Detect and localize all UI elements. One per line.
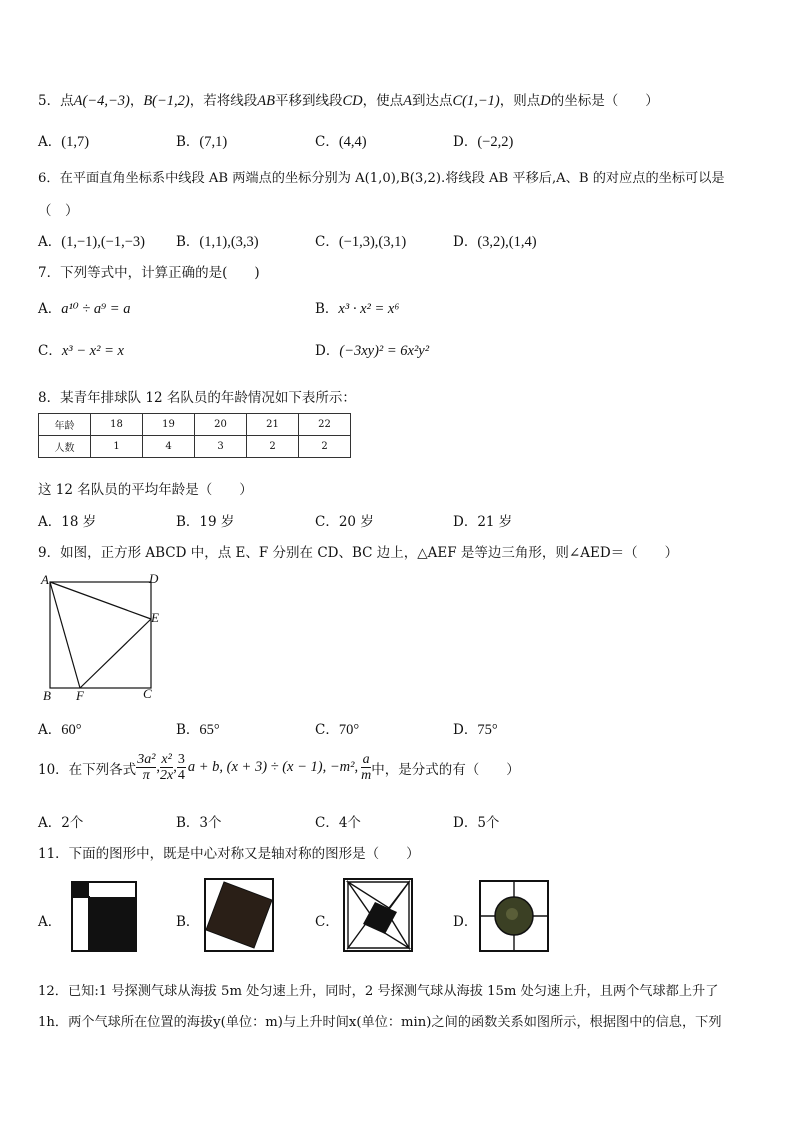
fraction-3: $\frac{3}{4}$: [177, 752, 185, 783]
q5-option-c[interactable]: C．(4,4): [315, 134, 367, 150]
fraction-1: $\frac{\text{3a²}}{\pi}$: [137, 752, 156, 783]
segment-ae: [50, 582, 151, 619]
q7-option-d[interactable]: D．(−3xy)² = 6x²y²: [315, 343, 430, 359]
figure-a[interactable]: [71, 881, 137, 952]
q8-option-c[interactable]: C．20 岁: [315, 514, 374, 530]
q5-stem: 5．点A(−4,−3)，B(−1,2)，若将线段AB平移到线段CD，使点A到达点C(1,−1)，则点D的坐标是（ ）: [38, 93, 659, 109]
q9-option-c[interactable]: C．70°: [315, 722, 360, 738]
q12-line2: 1h．两个气球所在位置的海拔y(单位：m)与上升时间x(单位：min)之间的函数关系如图所示，根据图中的信息，下列: [38, 1015, 722, 1030]
q7-option-b[interactable]: B．x³ · x² = x⁶: [315, 301, 400, 317]
table-row-ages: [39, 414, 351, 436]
q7-stem: 7．下列等式中，计算正确的是( ): [38, 265, 260, 281]
table-cell: 22: [299, 414, 351, 436]
q8-option-d[interactable]: D．21 岁: [453, 514, 513, 530]
table-cell: 4: [143, 436, 195, 458]
q11-option-a-label[interactable]: A．: [38, 914, 62, 930]
q10-option-a[interactable]: A．2个: [38, 815, 84, 831]
q11-option-b-label[interactable]: B．: [176, 914, 200, 930]
vertex-label-d: D: [149, 571, 159, 586]
q7-option-a[interactable]: A．a¹⁰ ÷ a⁹ = a: [38, 301, 131, 317]
q6-option-a[interactable]: A．(1,−1),(−1,−3): [38, 234, 145, 250]
q7-option-c[interactable]: C．x³ − x² = x: [38, 343, 124, 359]
q8-question: 这 12 名队员的平均年龄是（ ）: [38, 482, 253, 498]
table-cell: 19: [143, 414, 195, 436]
table-header-count: 人数: [39, 436, 91, 458]
table-cell: 21: [247, 414, 299, 436]
q6-stem-line1: 6．在平面直角坐标系中线段 AB 两端点的坐标分别为 A(1,0),B(3,2).将线段 AB 平移后,A、B 的对应点的坐标可以是: [38, 171, 725, 186]
q9-option-d[interactable]: D．75°: [453, 722, 498, 738]
table-cell: 20: [195, 414, 247, 436]
q8-stem: 8．某青年排球队 12 名队员的年龄情况如下表所示：: [38, 390, 356, 406]
q6-option-c[interactable]: C．(−1,3),(3,1): [315, 234, 407, 250]
q10-option-c[interactable]: C．4个: [315, 815, 361, 831]
q6-option-d[interactable]: D．(3,2),(1,4): [453, 234, 537, 250]
q9-option-b[interactable]: B．65°: [176, 722, 220, 738]
vertex-label-e: E: [151, 610, 159, 625]
q5-option-a[interactable]: A．(1,7): [38, 134, 90, 150]
vertex-label-b: B: [43, 688, 51, 702]
square-abcd-figure: [36, 570, 171, 702]
figure-c[interactable]: [343, 878, 413, 952]
q9-stem: 9．如图，正方形 ABCD 中，点 E、F 分别在 CD、BC 边上，△AEF 是等边三角形，则∠AED＝（ ）: [38, 545, 679, 561]
table-header-age: 年龄: [39, 414, 91, 436]
segment-ef: [80, 619, 151, 688]
table-cell: 18: [91, 414, 143, 436]
q8-option-b[interactable]: B．19 岁: [176, 514, 235, 530]
q8-option-a[interactable]: A．18 岁: [38, 514, 97, 530]
fraction-2: $\frac{\text{x²}}{2x}$: [160, 752, 174, 783]
fraction-4: $\frac{a}{m}$: [361, 752, 372, 783]
table-row-counts: [39, 436, 351, 458]
vertex-label-a: A: [41, 572, 49, 587]
table-cell: 3: [195, 436, 247, 458]
q10-option-b[interactable]: B．3个: [176, 815, 222, 831]
vertex-label-f: F: [76, 688, 84, 702]
age-table: [38, 413, 351, 458]
table-cell: 2: [299, 436, 351, 458]
q11-option-c-label[interactable]: C．: [315, 914, 339, 930]
q11-option-d-label[interactable]: D．: [453, 914, 478, 930]
q10-option-d[interactable]: D．5个: [453, 815, 500, 831]
vertex-label-c: C: [143, 686, 152, 701]
table-cell: 2: [247, 436, 299, 458]
q6-stem-line2: （ ）: [38, 203, 79, 219]
table-cell: 1: [91, 436, 143, 458]
q11-stem: 11．下面的图形中，既是中心对称又是轴对称的图形是（ ）: [38, 846, 420, 862]
q9-option-a[interactable]: A．60°: [38, 722, 82, 738]
q5-option-b[interactable]: B．(7,1): [176, 134, 228, 150]
q10-stem: 10．在下列各式 $\frac{\text{3a²}}{\pi}$ , $\frac{\text{x²}}{2x}$ , $\frac{3}{4}$ a + b, (x + 3) ÷ (x − 1), −m², $\frac{a}{m}$ 中，是分式的有（ ）: [38, 752, 520, 783]
figure-b[interactable]: [204, 878, 274, 952]
q5-option-d[interactable]: D．(−2,2): [453, 134, 514, 150]
figure-d[interactable]: [479, 880, 549, 952]
q12-line1: 12．已知:1 号探测气球从海拔 5m 处匀速上升，同时，2 号探测气球从海拔 15m 处匀速上升，且两个气球都上升了: [38, 984, 719, 999]
segment-af: [50, 582, 80, 688]
q6-option-b[interactable]: B．(1,1),(3,3): [176, 234, 259, 250]
